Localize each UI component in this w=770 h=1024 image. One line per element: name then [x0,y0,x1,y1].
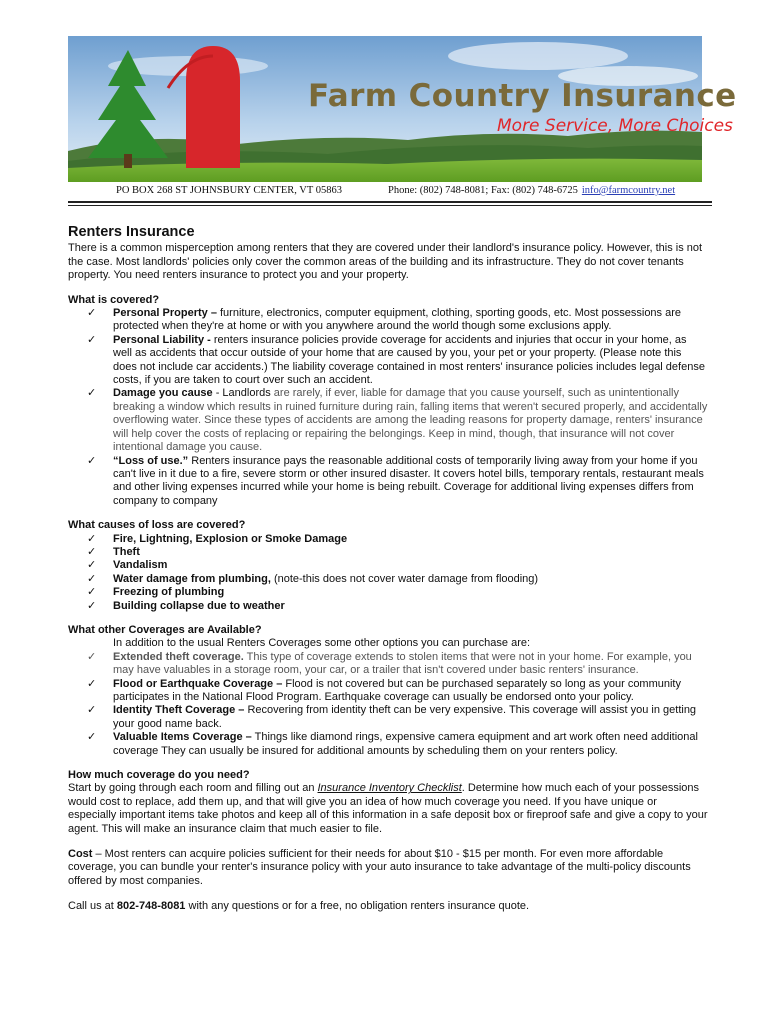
item-label: Damage you cause [113,387,213,400]
checkmark-icon: ✓ [87,704,97,717]
checkmark-icon: ✓ [87,731,97,744]
item-label: Personal Liability - [113,333,211,346]
checkmark-icon: ✓ [87,650,97,663]
item-text: (note-this does not cover water damage from flooding) [270,572,539,585]
other-coverages-lead: In addition to the usual Renters Coverages some other options you can purchase are: [113,637,531,650]
brand-name: Farm Country Insurance [308,78,737,114]
call-paragraph [68,900,708,913]
item-label: Fire, Lightning, Explosion or Smoke Damage [113,532,348,545]
cost-label: Cost [68,848,93,861]
how-much-text-pre: Start by going through each room and filling out an [68,782,318,795]
list-item [68,559,708,572]
covered-list [68,307,708,508]
cost-paragraph [68,848,708,888]
item-subject: - Landlords [212,387,271,400]
checkmark-icon: ✓ [87,572,97,585]
item-text: furniture, electronics, computer equipment, clothing, sporting goods, etc. Most possessions are protected when they're at home or with you anywhere around the world though some exclusions apply. [113,307,682,333]
item-text: Things like diamond rings, expensive camera equipment and art work often need additional coverage They can usually be insured for additional amounts by scheduling them on your renters policy. [113,731,698,757]
list-item [68,455,708,509]
intro-paragraph: There is a common misperception among renters that they are covered under their landlord's insurance policy. However, this is not the case. Most landlords' policies only cover the common areas of the building and its infrastructure. They do not cover tenants property. You need renters insurance to protect you and your property. [68,242,703,282]
item-text: renters insurance policies provide coverage for accidents and injuries that occur in your home, as well as accidents that occur outside of your home that are caused by you, your pet or your property. (Please note this does not include car accidents.) The liability coverage contained in most renters' insurance policies includes legal defense costs, if you are taken to court over such an accident. [113,333,705,387]
how-much-text-post: . Determine how much each of your possessions would cost to replace, add them up, and that will give you an idea of how much coverage you need. If you have unique or especially important items take photos and keep all of this information in a safe deposit box or fireproof safe and give a copy to your agent. This will make an insurance claim that much easier to file. [68,782,708,835]
other-coverages-heading: What other Coverages are Available? [68,623,262,636]
header-divider-thin [68,205,712,206]
phone-numbers: Phone: (802) 748-8081; Fax: (802) 748-6725 [388,185,578,196]
item-text: This type of coverage extends to stolen items that were not in your home. For example, you may have valuables in a storage room, your car, or a trailer that isn't covered under basic renters' insurance. [113,650,692,677]
inventory-checklist-link[interactable]: Insurance Inventory Checklist [317,782,462,795]
item-label: Theft [113,545,140,558]
item-text: are rarely, if ever, liable for damage that you cause yourself, such as unintentionally breaking a window which results in ruined furniture during rain, falling items that weren't secured properly, and accidentally overflowing water. Since these types of accidents are among the leading reasons for property damage, renters' insurance will help cover the costs of replacing or repairing the belongings. Keep in mind, though, that insurance will not cover intentional damage you cause. [113,387,708,454]
header-banner [68,36,737,182]
list-item [68,387,708,454]
item-label: Personal Property – [113,307,217,320]
item-label: Water damage from plumbing, [113,572,271,585]
list-item [68,731,708,758]
item-text: Renters insurance pays the reasonable additional costs of temporarily living away from your home if you can't live in it due to a fire, severe storm or other insured disaster. It covers hotel bills, temporary rentals, restaurant meals and other living expenses incurred while your home is being rebuilt. Coverage for additional living expenses differs from company to company [113,454,704,507]
list-item [68,600,708,613]
list-item [68,533,708,546]
covered-heading: What is covered? [68,293,160,306]
list-item [68,651,708,678]
checkmark-icon: ✓ [87,599,97,612]
page-title: Renters Insurance [68,224,195,240]
cost-text: – Most renters can acquire policies sufficient for their needs for about $10 - $15 per month. For even more affordable coverage, you can bundle your renter's insurance policy with your auto insurance to take advantage of the multi-policy discounts offered by most companies. [68,848,691,887]
list-item [68,704,708,731]
list-item [68,546,708,559]
item-text: Flood is not covered but can be purchased separately so long as your community participates in the National Flood Program. Earthquake coverage can usually be endorsed onto your policy. [113,677,681,703]
list-item [68,334,708,388]
checkmark-icon: ✓ [87,387,97,400]
contact-bar [68,183,712,203]
loss-heading: What causes of loss are covered? [68,519,246,532]
phone-fax [388,185,675,196]
item-label: Flood or Earthquake Coverage – [113,677,283,690]
slogan: More Service, More Choices [497,116,733,136]
checkmark-icon: ✓ [87,545,97,558]
call-text-pre: Call us at [68,900,117,913]
item-label: Extended theft coverage. [113,650,244,663]
checkmark-icon: ✓ [87,586,97,599]
loss-list [68,533,708,613]
header-divider [68,201,712,203]
checkmark-icon: ✓ [87,333,97,346]
checkmark-icon: ✓ [87,559,97,572]
list-item [68,573,708,586]
checkmark-icon: ✓ [87,307,97,320]
call-text-post: with any questions or for a free, no obligation renters insurance quote. [185,900,530,913]
call-phone: 802-748-8081 [116,900,186,913]
list-item [68,678,708,705]
item-label: Building collapse due to weather [113,599,285,612]
item-text: Recovering from identity theft can be very expensive. This coverage will assist you in getting your good name back. [113,704,697,730]
list-item [68,586,708,599]
list-item [68,307,708,334]
item-label: Identity Theft Coverage – [113,704,245,717]
document-body [68,226,708,914]
how-much-heading: How much coverage do you need? [68,769,250,782]
checkmark-icon: ✓ [87,454,97,467]
item-label: Freezing of plumbing [113,586,225,599]
other-coverages-list [68,651,708,758]
item-label: “Loss of use.” [113,454,189,467]
checkmark-icon: ✓ [87,532,97,545]
email-link[interactable]: info@farmcountry.net [581,185,676,196]
mailing-address: PO BOX 268 ST JOHNSBURY CENTER, VT 05863 [116,185,342,196]
checkmark-icon: ✓ [87,677,97,690]
item-label: Vandalism [113,559,168,572]
how-much-paragraph [68,782,708,836]
item-label: Valuable Items Coverage – [113,731,252,744]
